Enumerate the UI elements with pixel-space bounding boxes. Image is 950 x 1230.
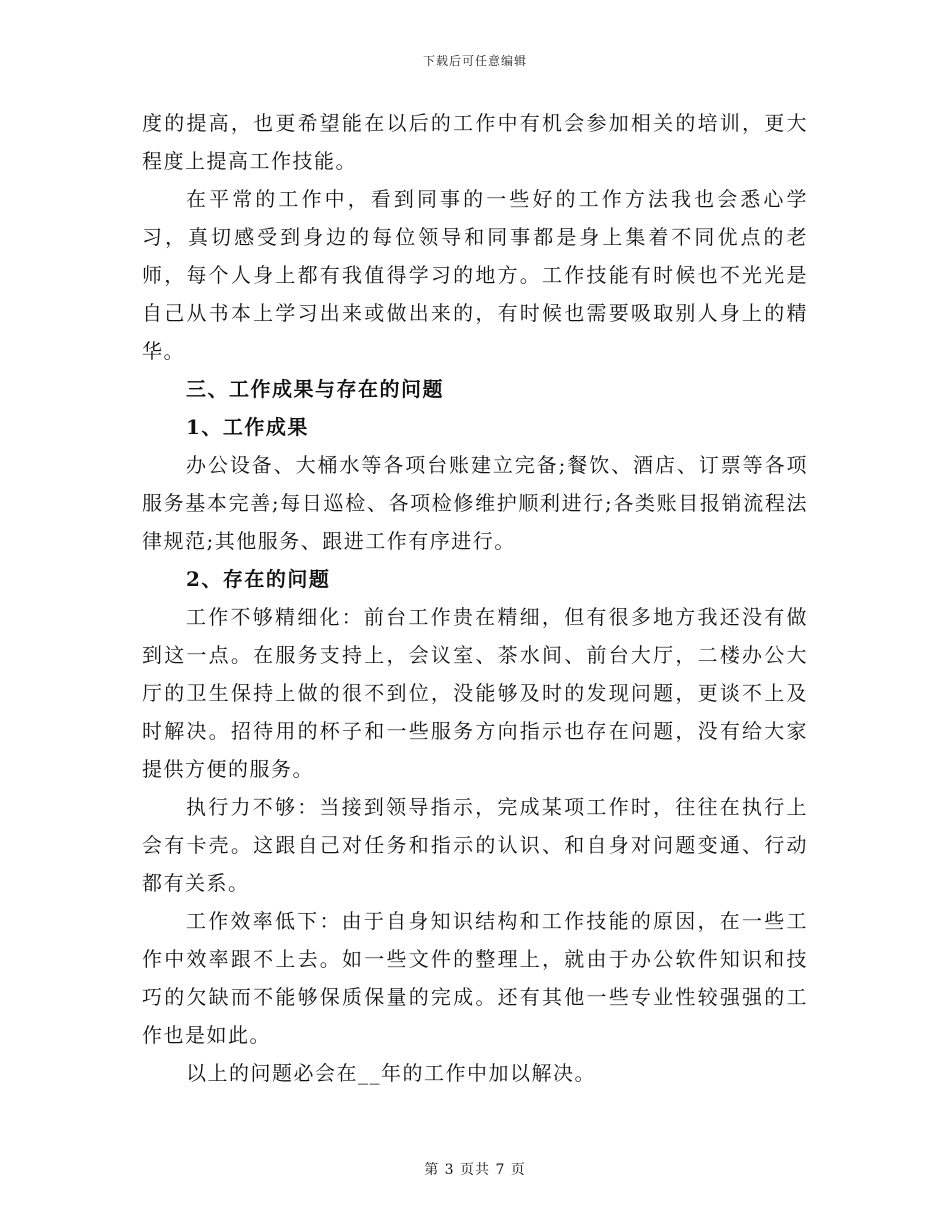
page-footer: 第 3 页共 7 页 [424, 1162, 526, 1178]
paragraph-conclusion: 以上的问题必会在__年的工作中加以解决。 [186, 1061, 596, 1085]
paragraph-problem-efficiency: 工作效率低下：由于自身知识结构和工作技能的原因，在一些工作中效率跟不上去。如一些文件的整理上，就由于办公软件知识和技巧的欠缺而不能够保质保量的完成。还有其他一些专业性较强强的工作也是如此。 [142, 909, 808, 1047]
paragraph-results: 办公设备、大桶水等各项台账建立完备;餐饮、酒店、订票等各项服务基本完善;每日巡检、各项检修维护顺利进行;各类账目报销流程法律规范;其他服务、跟进工作有序进行。 [142, 453, 808, 553]
paragraph-problem-detail: 工作不够精细化：前台工作贵在精细，但有很多地方我还没有做到这一点。在服务支持上，会议室、茶水间、前台大厅，二楼办公大厅的卫生保持上做的很不到位，没能够及时的发现问题，更谈不上及时解决。招待用的杯子和一些服务方向指示也存在问题，没有给大家提供方便的服务。 [142, 605, 808, 781]
subsection-heading-problems: 2、存在的问题 [186, 567, 331, 591]
subsection-heading-results: 1、工作成果 [186, 415, 309, 439]
paragraph-problem-execution: 执行力不够：当接到领导指示，完成某项工作时，往往在执行上会有卡壳。这跟自己对任务和指示的认识、和自身对问题变通、行动都有关系。 [142, 795, 808, 895]
page-header: 下载后可任意编辑 [422, 54, 527, 68]
paragraph-continuation: 度的提高，也更希望能在以后的工作中有机会参加相关的培训，更大程度上提高工作技能。 [142, 111, 808, 173]
section-heading: 三、工作成果与存在的问题 [186, 377, 444, 401]
paragraph-learning: 在平常的工作中，看到同事的一些好的工作方法我也会悉心学习，真切感受到身边的每位领导和同事都是身上集着不同优点的老师，每个人身上都有我值得学习的地方。工作技能有时候也不光光是自己从书本上学习出来或做出来的，有时候也需要吸取别人身上的精华。 [142, 187, 808, 363]
document-body [142, 104, 808, 1092]
